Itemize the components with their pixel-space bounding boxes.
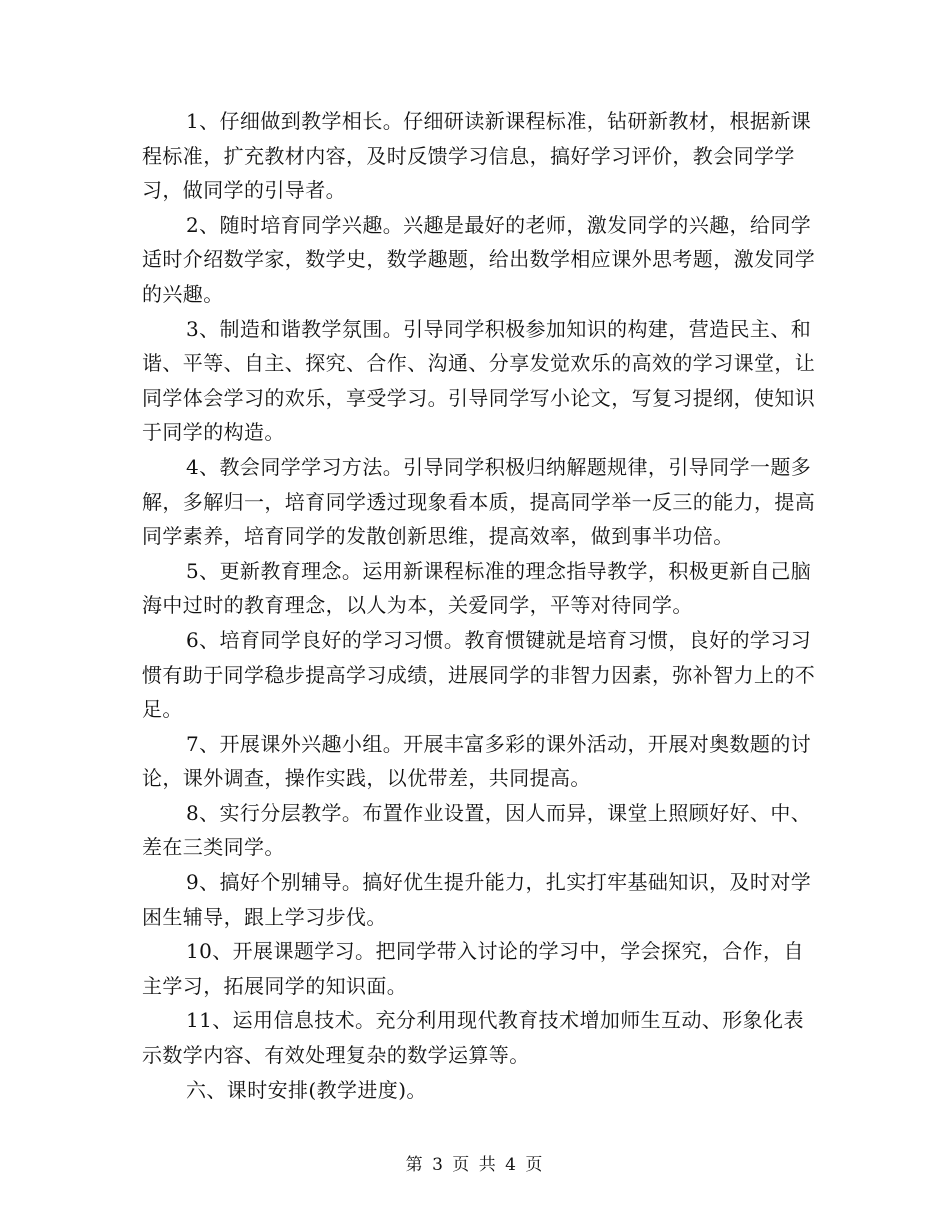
paragraph-2: 2、随时培育同学兴趣。兴趣是最好的老师，激发同学的兴趣，给同学适时介绍数学家，数学史，数学趣题，给出数学相应课外思考题，激发同学的兴趣。 [142,212,816,306]
paragraph-10: 10、开展课题学习。把同学带入讨论的学习中，学会探究，合作，自主学习，拓展同学的知识面。 [142,939,804,998]
paragraph-11: 11、运用信息技术。充分利用现代教育技术增加师生互动、形象化表示数学内容、有效处理复杂的数学运算等。 [142,1008,804,1068]
paragraph-5: 5、更新教育理念。运用新课程标准的理念指导教学，积极更新自己脑海中过时的教育理念，以人为本，关爱同学，平等对待同学。 [142,558,812,618]
document-body [142,104,818,1107]
paragraph-3: 3、制造和谐教学氛围。引导同学积极参加知识的构建，营造民主、和谐、平等、自主、探究、合作、沟通、分享发觉欢乐的高效的学习课堂，让同学体会学习的欢乐，享受学习。引导同学写小论文，写复习提纲，使知识于同学的构造。 [142,316,816,445]
paragraph-7: 7、开展课外兴趣小组。开展丰富多彩的课外活动，开展对奥数题的讨论，课外调查，操作实践，以优带差，共同提高。 [142,731,812,791]
section-heading: 六、课时安排(教学进度)。 [186,1077,427,1102]
paragraph-6: 6、培育同学良好的学习习惯。教育惯键就是培育习惯，良好的学习习惯有助于同学稳步提高学习成绩，进展同学的非智力因素，弥补智力上的不足。 [142,627,816,722]
paragraph-4: 4、教会同学学习方法。引导同学积极归纳解题规律，引导同学一题多解，多解归一，培育同学透过现象看本质，提高同学举一反三的能力，提高同学素养，培育同学的发散创新思维，提高效率，做到事半功倍。 [142,454,816,549]
paragraph-1: 1、仔细做到教学相长。仔细研读新课程标准，钻研新教材，根据新课程标准，扩充教材内容，及时反馈学习信息，搞好学习评价，教会同学学习，做同学的引导者。 [142,109,812,203]
page-footer: 第 3 页 共 4 页 [405,1155,545,1175]
paragraph-9: 9、搞好个别辅导。搞好优生提升能力，扎实打牢基础知识，及时对学困生辅导，跟上学习步伐。 [142,870,812,929]
paragraph-8: 8、实行分层教学。布置作业设置，因人而异，课堂上照顾好好、中、差在三类同学。 [142,800,812,860]
